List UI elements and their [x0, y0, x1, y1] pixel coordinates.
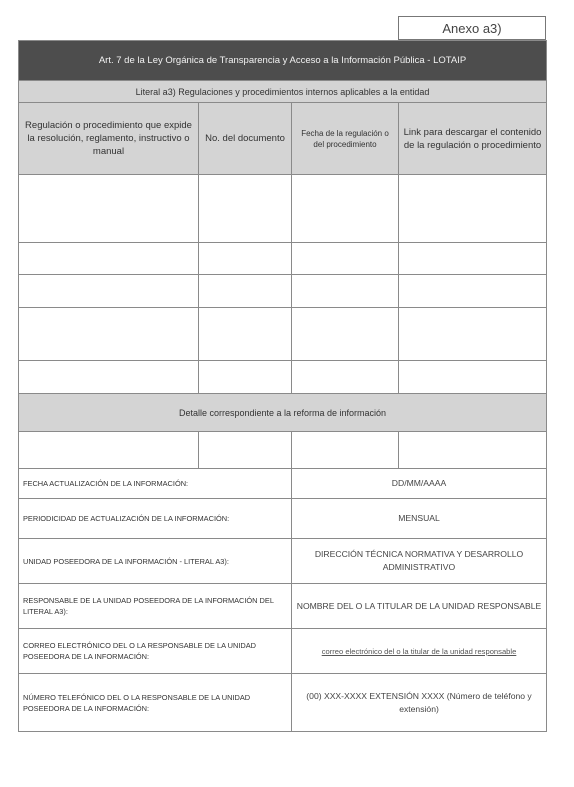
- info-row-holder-unit: [19, 539, 547, 584]
- detail-header: Detalle correspondiente a la reforma de información: [19, 394, 547, 432]
- col-header-regulation: Regulación o procedimiento que expide la resolución, reglamento, instructivo o manual: [19, 103, 199, 175]
- annex-label: Anexo a3): [398, 16, 546, 40]
- table-cell: [199, 308, 292, 361]
- email-label: CORREO ELECTRÓNICO DEL O LA RESPONSABLE DE LA UNIDAD POSEEDORA DE LA INFORMACIÓN:: [19, 629, 292, 674]
- table-cell: [292, 243, 399, 275]
- info-row-phone: [19, 674, 547, 732]
- table-cell: [19, 175, 199, 243]
- regulations-table: [18, 40, 547, 732]
- table-row: [19, 243, 547, 275]
- table-cell: [19, 308, 199, 361]
- table-cell: [199, 432, 292, 469]
- info-row-periodicity: [19, 499, 547, 539]
- phone-label: NÚMERO TELEFÓNICO DEL O LA RESPONSABLE DE LA UNIDAD POSEEDORA DE LA INFORMACIÓN:: [19, 674, 292, 732]
- col-header-doc-number: No. del documento: [199, 103, 292, 175]
- responsible-label: RESPONSABLE DE LA UNIDAD POSEEDORA DE LA INFORMACIÓN DEL LITERAL A3):: [19, 584, 292, 629]
- table-cell: [199, 361, 292, 394]
- table-cell: [399, 308, 547, 361]
- table-cell: [19, 243, 199, 275]
- periodicity-label: PERIODICIDAD DE ACTUALIZACIÓN DE LA INFORMACIÓN:: [19, 499, 292, 539]
- phone-value: (00) XXX-XXXX EXTENSIÓN XXXX (Número de teléfono y extensión): [292, 674, 547, 732]
- table-cell: [399, 432, 547, 469]
- table-cell: [399, 175, 547, 243]
- table-cell: [292, 175, 399, 243]
- info-row-email: [19, 629, 547, 674]
- table-row: [19, 175, 547, 243]
- table-cell: [292, 361, 399, 394]
- update-date-label: FECHA ACTUALIZACIÓN DE LA INFORMACIÓN:: [19, 469, 292, 499]
- table-cell: [199, 175, 292, 243]
- holder-unit-label: UNIDAD POSEEDORA DE LA INFORMACIÓN - LITERAL A3):: [19, 539, 292, 584]
- table-cell: [19, 275, 199, 308]
- table-cell: [292, 432, 399, 469]
- article-header-row: [19, 41, 547, 81]
- table-cell: [292, 308, 399, 361]
- col-header-date: Fecha de la regulación o del procedimiento: [292, 103, 399, 175]
- literal-header-row: [19, 81, 547, 103]
- table-row: [19, 308, 547, 361]
- column-header-row: [19, 103, 547, 175]
- table-row: [19, 275, 547, 308]
- email-value: correo electrónico del o la titular de la unidad responsable: [292, 629, 547, 674]
- table-row: [19, 432, 547, 469]
- col-header-link: Link para descargar el contenido de la regulación o procedimiento: [399, 103, 547, 175]
- table-cell: [19, 432, 199, 469]
- detail-header-row: [19, 394, 547, 432]
- table-cell: [399, 243, 547, 275]
- table-cell: [199, 275, 292, 308]
- table-row: [19, 361, 547, 394]
- literal-header: Literal a3) Regulaciones y procedimientos internos aplicables a la entidad: [19, 81, 547, 103]
- table-cell: [292, 275, 399, 308]
- article-header: Art. 7 de la Ley Orgánica de Transparencia y Acceso a la Información Pública - LOTAIP: [19, 41, 547, 81]
- table-cell: [199, 243, 292, 275]
- table-cell: [19, 361, 199, 394]
- info-row-responsible: [19, 584, 547, 629]
- table-cell: [399, 275, 547, 308]
- info-row-update-date: [19, 469, 547, 499]
- table-cell: [399, 361, 547, 394]
- holder-unit-value: DIRECCIÓN TÉCNICA NORMATIVA Y DESARROLLO ADMINISTRATIVO: [292, 539, 547, 584]
- update-date-value: DD/MM/AAAA: [292, 469, 547, 499]
- periodicity-value: MENSUAL: [292, 499, 547, 539]
- responsible-value: NOMBRE DEL O LA TITULAR DE LA UNIDAD RESPONSABLE: [292, 584, 547, 629]
